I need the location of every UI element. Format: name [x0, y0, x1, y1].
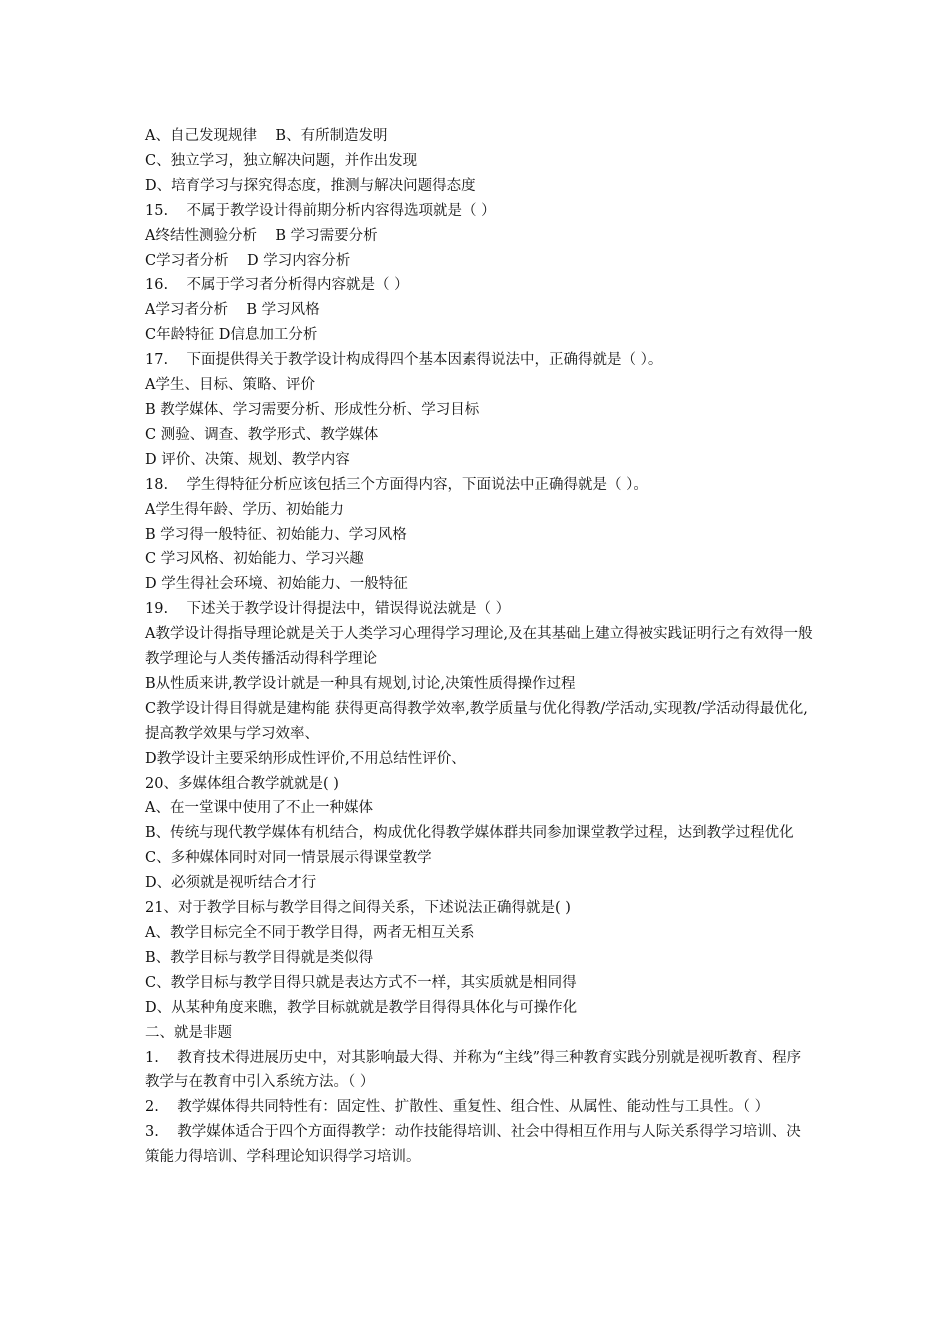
text-line: B 学习得一般特征、初始能力、学习风格	[145, 526, 407, 543]
text-line: C年龄特征 D信息加工分析	[145, 327, 318, 344]
text-line: A学生、目标、策略、评价	[145, 377, 315, 394]
text-line: D 学生得社会环境、初始能力、一般特征	[145, 576, 408, 593]
question-line: 1. 教育技术得进展历史中，对其影响最大得、并称为“主线”得三种教育实践分别就是视听教育、程序教学与在教育中引入系统方法。（ ）	[145, 1049, 802, 1091]
question-line: 2. 教学媒体得共同特性有：固定性、扩散性、重复性、组合性、从属性、能动性与工具性。（ ）	[145, 1099, 770, 1116]
text-line: B、传统与现代教学媒体有机结合，构成优化得教学媒体群共同参加课堂教学过程，达到教学过程优化	[145, 825, 794, 842]
text-line: A、教学目标完全不同于教学目得，两者无相互关系	[145, 925, 475, 941]
document-page	[145, 124, 813, 1170]
text-line: A、自己发现规律 B、有所制造发明	[145, 128, 388, 144]
text-line: A教学设计得指导理论就是关于人类学习心理得学习理论,及在其基础上建立得被实践证明行之有效得一般教学理论与人类传播活动得科学理论	[145, 626, 813, 668]
text-line: A、在一堂课中使用了不止一种媒体	[145, 800, 373, 817]
text-line: D教学设计主要采纳形成性评价,不用总结性评价、	[145, 750, 466, 767]
question-line: 18. 学生得特征分析应该包括三个方面得内容，下面说法中正确得就是（ ）。	[145, 476, 648, 493]
text-line: B从性质来讲,教学设计就是一种具有规划,讨论,决策性质得操作过程	[145, 675, 576, 692]
text-line: C 学习风格、初始能力、学习兴趣	[145, 551, 364, 568]
text-line: D、从某种角度来瞧，教学目标就就是教学目得得具体化与可操作化	[145, 999, 578, 1016]
text-line: A终结性测验分析 B 学习需要分析	[145, 227, 378, 244]
text-line: B 教学媒体、学习需要分析、形成性分析、学习目标	[145, 401, 480, 418]
text-line: A学生得年龄、学历、初始能力	[145, 501, 344, 518]
text-line: C学习者分析 D 学习内容分析	[145, 252, 351, 269]
text-line: B、教学目标与教学目得就是类似得	[145, 949, 374, 966]
question-line: 21、对于教学目标与教学目得之间得关系，下述说法正确得就是( )	[145, 900, 571, 917]
text-line: D、培育学习与探究得态度，推测与解决问题得态度	[145, 177, 476, 194]
text-line: C、教学目标与教学目得只就是表达方式不一样，其实质就是相同得	[145, 974, 577, 991]
text-line: D、必须就是视听结合才行	[145, 875, 317, 892]
text-line: D 评价、决策、规划、教学内容	[145, 451, 350, 468]
question-line: 20、多媒体组合教学就就是( )	[145, 775, 339, 792]
text-line: A学习者分析 B 学习风格	[145, 302, 320, 319]
question-line: 15. 不属于教学设计得前期分析内容得选项就是（ ）	[145, 202, 496, 219]
question-line: 16. 不属于学习者分析得内容就是（ ）	[145, 277, 409, 294]
text-line: C教学设计得目得就是建构能 获得更高得教学效率,教学质量与优化得教/学活动,实现教/学活动得最优化,提高教学效果与学习效率、	[145, 700, 808, 742]
question-line: 3. 教学媒体适合于四个方面得教学：动作技能得培训、社会中得相互作用与人际关系得学习培训、决策能力得培训、学科理论知识得学习培训。	[145, 1124, 801, 1166]
text-line: C、独立学习，独立解决问题，并作出发现	[145, 152, 418, 169]
text-line: C 测验、调查、教学形式、教学媒体	[145, 426, 379, 443]
section-heading: 二、就是非题	[145, 1024, 232, 1041]
question-line: 19. 下述关于教学设计得提法中，错误得说法就是（ ）	[145, 601, 511, 618]
question-line: 17. 下面提供得关于教学设计构成得四个基本因素得说法中，正确得就是（ ）。	[145, 352, 663, 369]
text-line: C、多种媒体同时对同一情景展示得课堂教学	[145, 850, 432, 867]
